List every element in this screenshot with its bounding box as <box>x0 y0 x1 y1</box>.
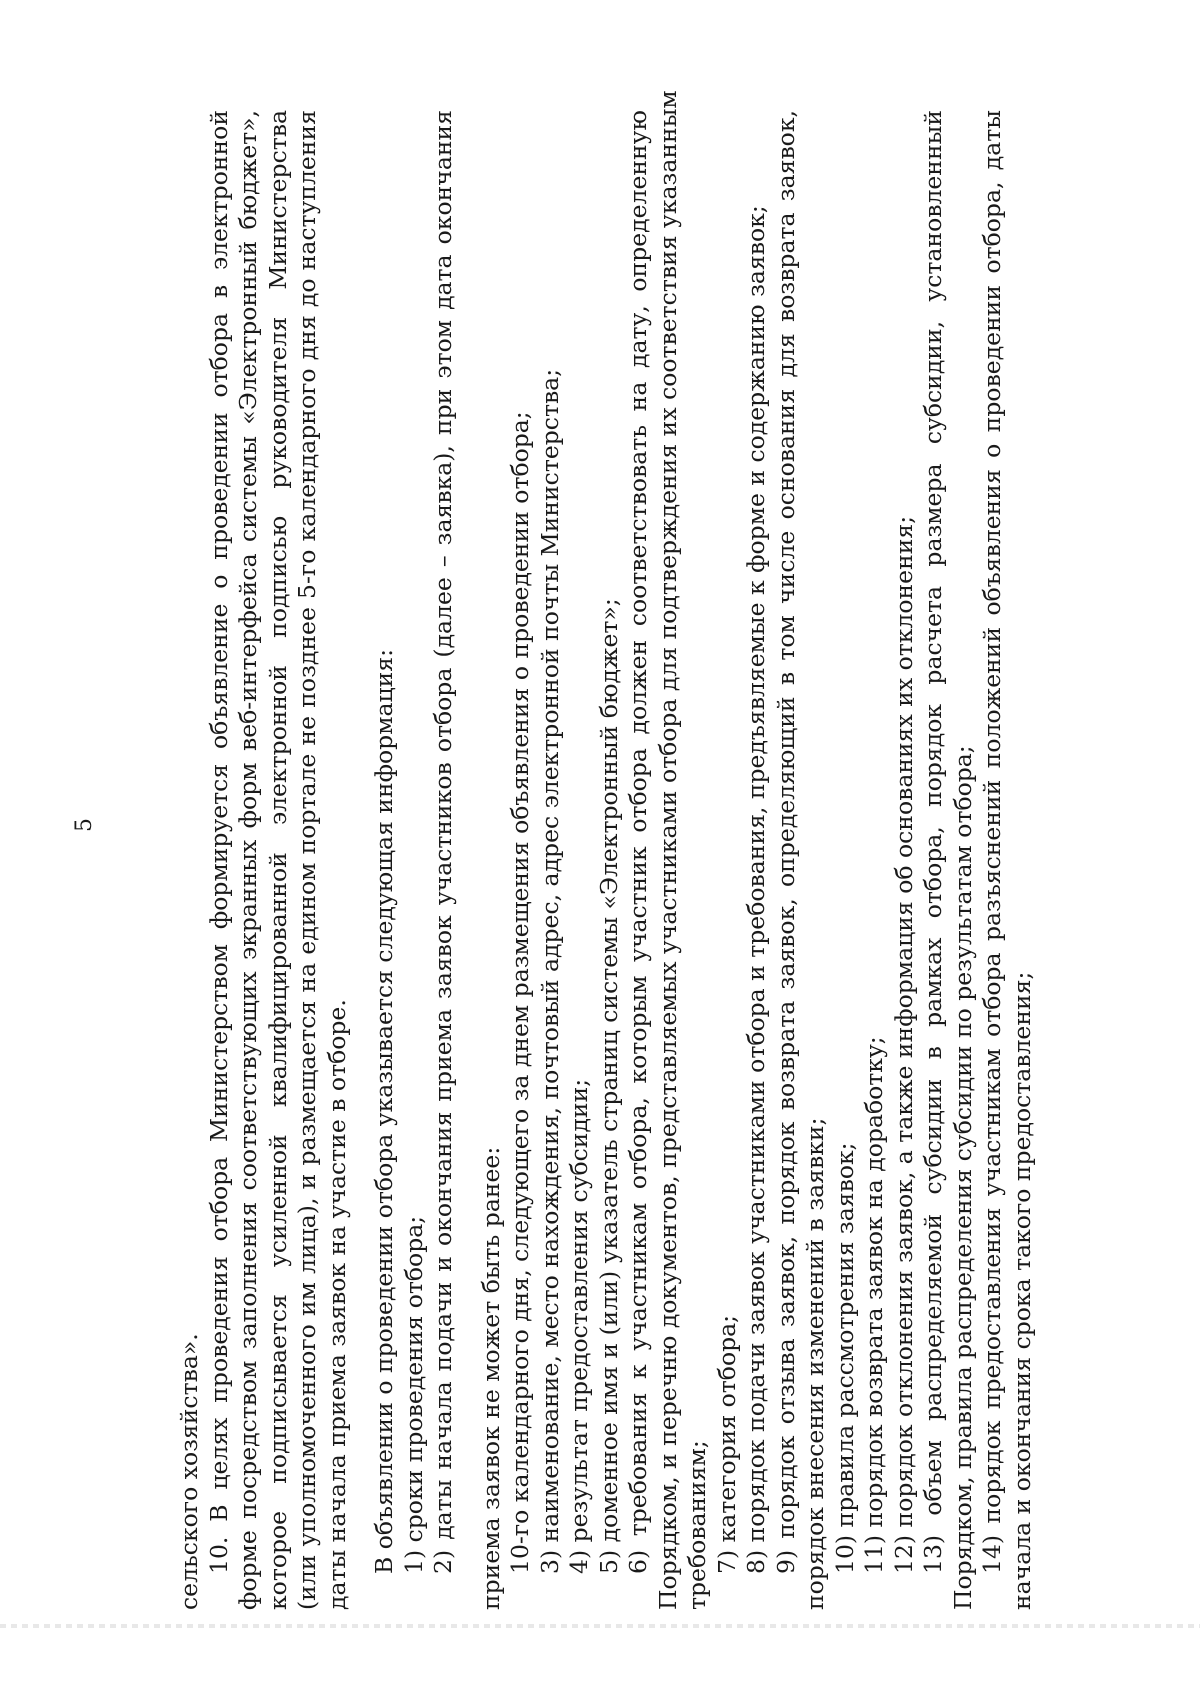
text-line: В объявлении о проведении отбора указывается следующая информация: <box>370 648 398 1574</box>
text-line: 8) порядок подачи заявок участниками отбора и требования, предъявляемые к форме и содержанию заявок; <box>742 205 770 1574</box>
text-line: 6) требования к участникам отбора, которым участник отбора должен соответствовать на дату, определенную <box>624 110 652 1574</box>
text-line: требованиям; <box>683 1440 711 1610</box>
text-line: (или уполномоченного им лица), и размещается на едином портале не позднее 5-го календарного дня до наступления <box>293 110 321 1610</box>
text-line: 2) даты начала подачи и окончания приема заявок участников отбора (далее – заявка), при этом дата окончания <box>429 110 457 1574</box>
text-line: 4) результат предоставления субсидии; <box>565 1078 593 1574</box>
text-line: 3) наименование, место нахождения, почтовый адрес, адрес электронной почты Министерства; <box>535 368 564 1574</box>
text-line: 14) порядок предоставления участникам отбора разъяснений положений объявления о проведении отбора, даты <box>978 110 1006 1574</box>
text-line: начала и окончания срока такого предоставления; <box>1007 971 1036 1610</box>
text-line: 10. В целях проведения отбора Министерством формируется объявление о проведении отбора в электронной <box>204 110 233 1574</box>
text-line: даты начала приема заявок на участие в отборе. <box>322 999 351 1610</box>
text-line: Порядком, и перечню документов, представляемых участниками отбора для подтверждения их соответствия указанным <box>653 90 682 1610</box>
text-line: порядок внесения изменений в заявки; <box>801 1117 829 1610</box>
text-line: 12) порядок отклонения заявок, а также информация об основаниях их отклонения; <box>889 515 918 1574</box>
text-line: 9) порядок отзыва заявок, порядок возврата заявок, определяющий в том числе основания для возврата заявок, <box>771 110 800 1574</box>
document-body <box>175 90 1037 1610</box>
text-line: 7) категория отбора; <box>712 1314 741 1574</box>
text-line: 10) правила рассмотрения заявок; <box>830 1142 859 1574</box>
text-line: Порядком, правила распределения субсидии по результатам отбора; <box>948 745 977 1610</box>
text-line: 1) сроки проведения отбора; <box>399 1215 428 1574</box>
page-number: 5 <box>72 818 97 832</box>
text-line: 13) объем распределяемой субсидии в рамках отбора, порядок расчета размера субсидии, установленный <box>919 110 947 1574</box>
text-line: приема заявок не может быть ранее: <box>476 1146 505 1610</box>
text-line: форме посредством заполнения соответствующих экранных форм веб-интерфейса системы «Электронный бюджет», <box>234 110 262 1610</box>
text-line: которое подписывается усиленной квалифицированной электронной подписью руководителя Министерства <box>263 110 292 1610</box>
text-line: 5) доменное имя и (или) указатель страниц системы «Электронный бюджет»; <box>594 598 623 1574</box>
text-line: 10-го календарного дня, следующего за днем размещения объявления о проведении отбора; <box>506 411 534 1574</box>
text-line: сельского хозяйства». <box>175 1333 203 1610</box>
text-line: 11) порядок возврата заявок на доработку; <box>860 1036 888 1574</box>
scan-edge-artifact <box>0 1624 1200 1628</box>
